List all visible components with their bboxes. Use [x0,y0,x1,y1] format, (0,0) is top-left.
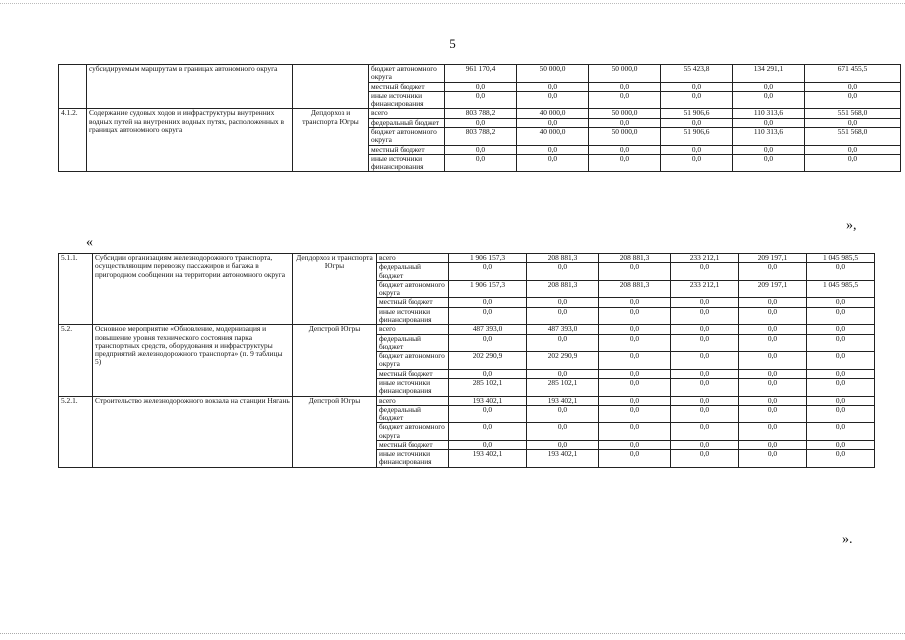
amount-cell: 285 102,1 [449,378,527,396]
amount-cell: 0,0 [671,325,739,334]
amount-cell: 0,0 [517,82,589,91]
amount-cell: 208 881,3 [599,280,671,298]
amount-cell: 0,0 [807,440,875,449]
funding-source-cell: иные источники финансирования [369,91,445,109]
amount-cell: 0,0 [661,154,733,172]
amount-cell: 0,0 [527,440,599,449]
funding-source-cell: бюджет автономного округа [369,65,445,83]
funding-source-cell: федеральный бюджет [377,263,449,281]
budget-table-top [58,64,901,172]
row-number-cell: 4.1.2. [59,109,87,172]
table-row [59,109,901,118]
funding-source-cell: бюджет автономного округа [377,352,449,370]
amount-cell: 0,0 [805,91,901,109]
amount-cell: 0,0 [599,325,671,334]
amount-cell: 0,0 [527,334,599,352]
table-row [59,325,875,334]
activity-name-cell: Субсидии организациям железнодорожного транспорта, осуществляющим перевозку пассажиров и багажа в пригородном сообщении на территории автономного округа [93,254,293,325]
amount-cell: 0,0 [661,145,733,154]
amount-cell: 0,0 [807,423,875,441]
closing-quote-1: », [846,218,857,233]
opening-quote-2: « [86,235,93,250]
amount-cell: 50 000,0 [517,65,589,83]
amount-cell: 0,0 [599,334,671,352]
amount-cell: 51 906,6 [661,109,733,118]
amount-cell: 0,0 [739,352,807,370]
amount-cell: 233 212,1 [671,254,739,263]
amount-cell: 0,0 [517,145,589,154]
funding-source-cell: федеральный бюджет [377,334,449,352]
amount-cell: 0,0 [599,307,671,325]
funding-source-cell: местный бюджет [377,440,449,449]
table-row [59,65,901,83]
amount-cell: 0,0 [671,378,739,396]
amount-cell: 0,0 [589,154,661,172]
amount-cell: 208 881,3 [527,280,599,298]
amount-cell: 0,0 [445,118,517,127]
budget-table-bottom [58,253,875,468]
funding-source-cell: федеральный бюджет [377,405,449,423]
amount-cell: 0,0 [671,369,739,378]
amount-cell: 209 197,1 [739,280,807,298]
amount-cell: 0,0 [449,298,527,307]
amount-cell: 0,0 [527,298,599,307]
amount-cell: 0,0 [807,298,875,307]
row-number-cell [59,65,87,109]
amount-cell: 0,0 [671,440,739,449]
executor-cell: Депдорхоз и транспорта Югры [293,254,377,325]
amount-cell: 0,0 [807,378,875,396]
amount-cell: 50 000,0 [589,127,661,145]
amount-cell: 50 000,0 [589,109,661,118]
amount-cell: 803 788,2 [445,127,517,145]
amount-cell: 134 291,1 [733,65,805,83]
amount-cell: 0,0 [739,263,807,281]
amount-cell: 0,0 [805,145,901,154]
amount-cell: 0,0 [599,298,671,307]
amount-cell: 208 881,3 [599,254,671,263]
amount-cell: 0,0 [739,450,807,468]
amount-cell: 1 045 985,5 [807,280,875,298]
page-number: 5 [449,36,456,51]
amount-cell: 0,0 [807,405,875,423]
amount-cell: 50 000,0 [589,65,661,83]
amount-cell: 0,0 [661,91,733,109]
amount-cell: 0,0 [527,405,599,423]
amount-cell: 0,0 [739,396,807,405]
amount-cell: 0,0 [527,369,599,378]
funding-source-cell: всего [377,254,449,263]
amount-cell: 1 906 157,3 [449,280,527,298]
amount-cell: 40 000,0 [517,109,589,118]
funding-source-cell: иные источники финансирования [377,450,449,468]
funding-source-cell: местный бюджет [369,82,445,91]
amount-cell: 0,0 [445,91,517,109]
amount-cell: 0,0 [661,118,733,127]
amount-cell: 0,0 [805,154,901,172]
amount-cell: 0,0 [807,263,875,281]
amount-cell: 193 402,1 [449,396,527,405]
executor-cell: Депдорхоз и транспорта Югры [293,109,369,172]
funding-source-cell: федеральный бюджет [369,118,445,127]
amount-cell: 0,0 [449,405,527,423]
scan-artifact-bottom [0,633,905,635]
funding-source-cell: иные источники финансирования [369,154,445,172]
amount-cell: 0,0 [671,352,739,370]
amount-cell: 0,0 [671,298,739,307]
amount-cell: 0,0 [807,450,875,468]
amount-cell: 0,0 [589,91,661,109]
amount-cell: 0,0 [599,378,671,396]
amount-cell: 0,0 [671,263,739,281]
amount-cell: 0,0 [733,154,805,172]
executor-cell: Депстрой Югры [293,325,377,396]
amount-cell: 0,0 [599,369,671,378]
amount-cell: 209 197,1 [739,254,807,263]
amount-cell: 0,0 [517,154,589,172]
amount-cell: 0,0 [807,369,875,378]
amount-cell: 0,0 [527,307,599,325]
funding-source-cell: всего [377,325,449,334]
amount-cell: 487 393,0 [449,325,527,334]
amount-cell: 0,0 [739,405,807,423]
amount-cell: 0,0 [671,450,739,468]
amount-cell: 193 402,1 [449,450,527,468]
amount-cell: 0,0 [733,82,805,91]
scan-artifact-top [0,3,905,5]
amount-cell: 0,0 [449,334,527,352]
amount-cell: 0,0 [733,145,805,154]
funding-source-cell: местный бюджет [369,145,445,154]
amount-cell: 0,0 [589,82,661,91]
amount-cell: 0,0 [449,307,527,325]
amount-cell: 551 568,0 [805,109,901,118]
amount-cell: 193 402,1 [527,450,599,468]
amount-cell: 0,0 [739,378,807,396]
row-number-cell: 5.2. [59,325,93,396]
amount-cell: 0,0 [739,334,807,352]
amount-cell: 0,0 [589,118,661,127]
activity-name-cell: субсидируемым маршрутам в границах автономного округа [87,65,293,109]
amount-cell: 0,0 [449,423,527,441]
row-number-cell: 5.2.1. [59,396,93,467]
amount-cell: 1 045 985,5 [807,254,875,263]
funding-source-cell: иные источники финансирования [377,307,449,325]
amount-cell: 193 402,1 [527,396,599,405]
amount-cell: 51 906,6 [661,127,733,145]
activity-name-cell: Содержание судовых ходов и инфраструктуры внутренних водных путей на внутренних водных путях, расположенных в границах автономного округа [87,109,293,172]
amount-cell: 110 313,6 [733,127,805,145]
funding-source-cell: бюджет автономного округа [377,280,449,298]
amount-cell: 0,0 [599,263,671,281]
activity-name-cell: Строительство железнодорожного вокзала на станции Нягань [93,396,293,467]
amount-cell: 0,0 [599,450,671,468]
amount-cell: 0,0 [739,325,807,334]
funding-source-cell: бюджет автономного округа [377,423,449,441]
amount-cell: 0,0 [807,352,875,370]
amount-cell: 0,0 [739,307,807,325]
amount-cell: 0,0 [739,440,807,449]
amount-cell: 110 313,6 [733,109,805,118]
amount-cell: 0,0 [599,440,671,449]
amount-cell: 55 423,8 [661,65,733,83]
activity-name-cell: Основное мероприятие «Обновление, модернизация и повышение уровня технического состояния парка транспортных средств, оборудования и инфраструктуры предприятий железнодорожного транспорта» (п. 9 таблицы 5) [93,325,293,396]
amount-cell: 285 102,1 [527,378,599,396]
amount-cell: 0,0 [807,396,875,405]
table-row [59,396,875,405]
amount-cell: 0,0 [517,118,589,127]
amount-cell: 0,0 [805,82,901,91]
amount-cell: 0,0 [599,396,671,405]
amount-cell: 0,0 [739,369,807,378]
amount-cell: 0,0 [449,263,527,281]
amount-cell: 0,0 [517,91,589,109]
amount-cell: 0,0 [589,145,661,154]
amount-cell: 202 290,9 [449,352,527,370]
amount-cell: 0,0 [739,298,807,307]
amount-cell: 0,0 [671,423,739,441]
amount-cell: 551 568,0 [805,127,901,145]
amount-cell: 0,0 [599,405,671,423]
funding-source-cell: всего [369,109,445,118]
amount-cell: 0,0 [449,369,527,378]
amount-cell: 0,0 [671,307,739,325]
amount-cell: 233 212,1 [671,280,739,298]
amount-cell: 202 290,9 [527,352,599,370]
amount-cell: 0,0 [599,352,671,370]
amount-cell: 0,0 [445,82,517,91]
amount-cell: 0,0 [445,154,517,172]
executor-cell [293,65,369,109]
amount-cell: 0,0 [807,325,875,334]
amount-cell: 671 455,5 [805,65,901,83]
table-row [59,254,875,263]
amount-cell: 0,0 [445,145,517,154]
amount-cell: 0,0 [807,334,875,352]
amount-cell: 0,0 [671,396,739,405]
amount-cell: 0,0 [671,334,739,352]
funding-source-cell: бюджет автономного округа [369,127,445,145]
amount-cell: 40 000,0 [517,127,589,145]
amount-cell: 0,0 [733,118,805,127]
funding-source-cell: местный бюджет [377,369,449,378]
amount-cell: 0,0 [661,82,733,91]
amount-cell: 1 906 157,3 [449,254,527,263]
funding-source-cell: иные источники финансирования [377,378,449,396]
amount-cell: 0,0 [527,423,599,441]
amount-cell: 0,0 [527,263,599,281]
amount-cell: 487 393,0 [527,325,599,334]
funding-source-cell: всего [377,396,449,405]
amount-cell: 0,0 [599,423,671,441]
funding-source-cell: местный бюджет [377,298,449,307]
row-number-cell: 5.1.1. [59,254,93,325]
amount-cell: 803 788,2 [445,109,517,118]
amount-cell: 0,0 [739,423,807,441]
amount-cell: 0,0 [807,307,875,325]
amount-cell: 961 170,4 [445,65,517,83]
executor-cell: Депстрой Югры [293,396,377,467]
amount-cell: 208 881,3 [527,254,599,263]
amount-cell: 0,0 [733,91,805,109]
amount-cell: 0,0 [671,405,739,423]
closing-quote-2: ». [842,532,853,547]
amount-cell: 0,0 [449,440,527,449]
amount-cell: 0,0 [805,118,901,127]
